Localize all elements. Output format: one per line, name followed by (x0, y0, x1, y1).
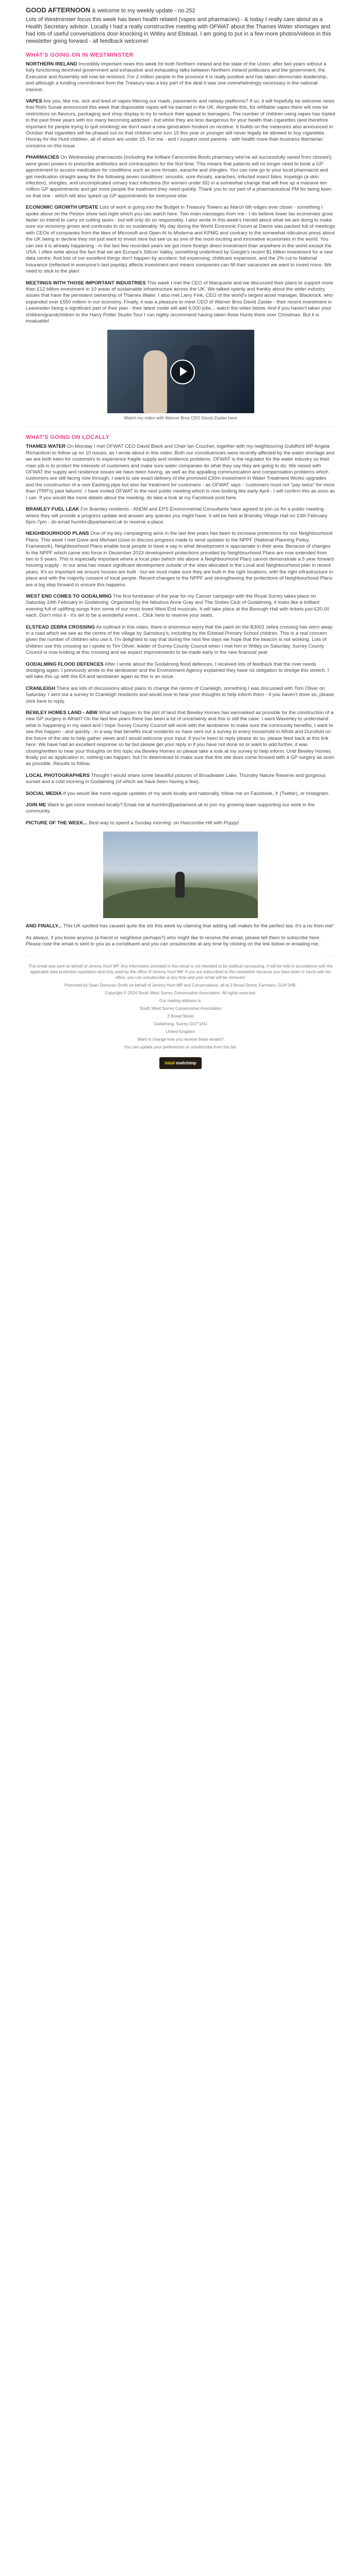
greeting-title-rest: & welcome to my weekly update - no.252 (92, 8, 195, 14)
news-item (26, 531, 335, 588)
news-item-text: If you would like more regular updates of my work locally and nationally, follow me on Facebook, X (Twitter), or Instagram. (63, 790, 330, 796)
news-item-text: Want to get more involved locally? Email me at hunt4m@parliament.uk to join my growing team supporting our work in the community. (26, 802, 315, 815)
footer-line: United Kingdom (166, 1029, 195, 1035)
footer-line: You can update your preferences or unsubscribe from this list. (124, 1045, 237, 1050)
footer-line: Godalming, Surrey GU7 1AG (154, 1022, 207, 1027)
news-item (26, 710, 335, 768)
photo-figure (175, 872, 185, 897)
footer-line: Want to change how you receive these emails? (137, 1037, 224, 1042)
news-item-lead: CRANLEIGH (26, 685, 56, 691)
video-caption: Watch my video with Warner Bros CEO David Zaslav here (124, 415, 237, 421)
newsletter (26, 0, 335, 1074)
news-item-text: This UK spotted has caused quite the stir this week by claiming that adding salt makes for the perfect tea. It's a no from me! (63, 923, 334, 929)
news-item (26, 820, 335, 826)
news-item-text: For Bramley residents - ANDM and EPS Environmental Consultants have agreed to join us for a public meeting where they will provide a progress update and answer any queries you might have. It will be held at Bramley Village Hall on 13th February 6pm-7pm - do email hunt4m@parliament.uk to reserve a place. (26, 506, 327, 525)
badge-prefix: intuit (165, 1061, 175, 1066)
news-item (26, 61, 335, 93)
video-person-left (143, 350, 167, 413)
news-item (26, 205, 335, 275)
news-item-lead: THAMES WATER (26, 444, 66, 450)
news-item (26, 662, 335, 681)
greeting-block (26, 7, 335, 45)
news-item (26, 923, 335, 929)
news-item-text: On Wednesday pharmacists (including the brilliant Farncombe Boots pharmacy who've ad successfully saved from closure!) were given powers to prescribe antibiotics and contraception for the first time. This means that patients will no longer need to book a GP appointment to access medication for conditions such as sore throats, earache and shingles. You can now go to your local pharmacist and get medication straight away for the following seven conditions: sinusitis, sore throats, earaches, infected insect bites, impetigo (a skin infection), shingles, and uncomplicated urinary tract infections (for women under 65) in a somewhat change that will free up a massive ten million GP appointments and get more people the treatment they need quickly. Thank you to our part of a pharmaceutical PM for being keen on that one - which will also speed up GP appointments for everyone else. (26, 155, 332, 199)
news-item-text: One of my key campaigning aims in the last few years has been to increase protections for our Neighbourhood Plans. This week I met Gove and Michael Gove to discuss progress made to send updates to the NPPF (National Planning Policy Framework). Neighbourhood Plans enable local people to have a say in what development is appropriate in their area. Because of changes to the NPPF which came into force in December 2023 development protections provided by Neighbourhood Plans are now extended from two to 5 years. This is especially important where a local plan (which sits above a Neighbourhood Plan) cannot demonstrate a 5 year forward housing supply - in our area has meant significant development outside of the sites allocated in the Local and Neighbourhood plan in recent years. It's so important we ensure houses are built - but we must make sure they are built in the right locations, with the right infrastructure in place and with the majority consent of local people. Recent changes to the NPPF and strengthening the protections of Neighbourhood Plans are a big step forward to ensure this happens. (26, 531, 334, 588)
footer-line: Our mailing address is: (159, 998, 202, 1004)
closing-text: As always, if you know anyone (a friend or neighbour perhaps?) who might like to receive the email, please tell them to subscribe here. Please note the email is sent to you as a constituent and you can unsubscribe at any time by clicking on the link below or emailing me. (26, 935, 321, 947)
mailchimp-badge[interactable] (159, 1057, 201, 1069)
local-heading: WHAT'S GOING ON LOCALLY (26, 434, 110, 441)
news-item-lead: LOCAL PHOTOGRAPHERS (26, 772, 90, 778)
news-item-text: On Monday I met OFWAT CEO David Black and Chair Ian Coucher, together with my neighbouring Guildford MP Angela Richardson to follow up on 10 issues, as I wrote about in this video. Both our constituencies were recently affected by the water shortage and we are both keen for customers to experience fragile supply and resilience problems. OFWAT is the regulator for the water industry so their main job is to protect the interests of customers and make sure water companies do what they say they are going to do. We raised with OFWAT the supply and resilience issues we have been having, as well as the appalling communication and compensation problems which customers are still facing now through. I want to see exact delivery of the promised £30m investment in Water Treatment Works upgrades and the construction of a new Eashing pipe but also fair treatment for customers - as OFWAT says - 'customers must not "pay twice" for more than (TRP's) past failures'. I have invited OFWAT to the next public meeting which is now looking like early April - I will confirm this as soon as I can. If you would like more details about the meeting, do take a look at my Facebook post here. (26, 444, 335, 501)
news-item-lead: MEETINGS WITH THOSE IMPORTANT INDUSTRIES (26, 280, 146, 286)
news-item-lead: GODALMING FLOOD DEFENCES (26, 661, 104, 667)
news-item-text: Thought I would share some beautiful pictures of Broadwater Lake, Thursley Nature Reserve and gorgeous sunset and a cold morning in Godalming (of which we have been having a few). (26, 772, 326, 785)
westminster-heading: WHAT'S GOING ON IN WESTMINSTER (26, 52, 134, 58)
news-item-lead: AND FINALLY... (26, 923, 62, 929)
footer-line: This email was sent on behalf of Jeremy Hunt MP. Any information provided in this email is not intended to be political canvassing. It will be held in accordance with the applicable data protection legislation and only used by the office of Jeremy Hunt MP. If you are subscribed to this newsletter because you have been in touch with his office, you can unsubscribe at any time and your email will be removed. (28, 964, 333, 980)
news-item (26, 280, 335, 325)
news-item (26, 444, 335, 501)
footer-line: Copyright © 2024 South West Surrey Conservative Association. All rights reserved. (105, 991, 256, 996)
news-item-text: Lots of work is going into the Budget in Treasury Towers as March 6th edges ever closer - something I spoke about on the Peston show last night which you can watch here. Two main messages from me - I do believe lower tax economies grow faster so intend to carry on cutting taxes - but will only do so responsibly. I also wrote in this week's Herald about what we are doing to make sure our economy grows and continues to do so sustainably. My day during the World Economic Forum at Davos was packed full of meetings with CEOs of companies from the likes of Microsoft and Open AI to Moderna and KPMG and contrary to the somewhat ridiculous press about the UK being in decline they not just want to invest here but see us as one of the most exciting and innovative economies in the world. You can see it is already happening - in the last few recorded years we got more foreign direct investment than anywhere in the world except the USA. I often write about the fact that we are Europe's Silicon Valley, something underlined by Google's recent $1 billion investment for a new data centre. And lots of our excellent things don't happen by accident: full expensing, childcare expansion, and the 2% cut to National Insurance (reflected in everyone's last payslip) affects investment and means companies can fill their vacancies we want to invest more. We need to stick to the plan! (26, 205, 335, 275)
news-item (26, 98, 335, 149)
news-item (26, 802, 335, 815)
news-item-text: As outlined in this video, there is enormous worry that the paint on the B3001 zebra crossing has worn away in a road which we see as the centre of the village by Sainsbury's, including by the Elstead Primary School children. This is a real concern given the number of children who use it. I'm delighted to say that during the next few days we hope that the beacon is not working. Lots of children use this crossing so I spoke to Tim Oliver, leader of Surrey County Council when I met him in Witley on Saturday. Surrey County Council is now looking at this crossing and we expect improvements to be made early in the new financial year. (26, 624, 333, 656)
footer-line: 2 Broad Street (167, 1014, 194, 1019)
footer-line: Promoted by Sean Donovan-Smith on behalf of Jeremy Hunt MP and Conservatives, all at 2 Broad Street, Farnham, GU8 0HB. (64, 983, 297, 988)
news-item (26, 506, 335, 526)
news-item (26, 686, 335, 705)
news-item-lead: NEIGHBOURHOOD PLANS (26, 531, 89, 537)
news-item (26, 773, 335, 786)
news-item-text: There are lots of discussions about plans to change the centre of Cranleigh, something I was discussed with Tom Oliver on Saturday. I sent out a survey to Cranleigh residents and would love to hear your thoughts to help inform them - if you haven't done so, please click here to reply. (26, 685, 334, 704)
news-item-lead: ECONOMIC GROWTH UPDATE (26, 205, 99, 211)
badge-brand: mailchimp (176, 1061, 196, 1066)
news-item-lead: JOIN ME (26, 802, 46, 808)
news-item-lead: PICTURE OF THE WEEK... (26, 820, 88, 826)
news-item-lead: BRAMLEY FUEL LEAK (26, 506, 79, 513)
local-list (26, 444, 335, 826)
picture-of-the-week (103, 832, 258, 918)
westminster-list (26, 61, 335, 325)
greeting-title: GOOD AFTERNOON (26, 6, 91, 14)
news-item-lead: ELSTEAD ZEBRA CROSSING (26, 624, 95, 630)
greeting-text: Lots of Westminster focus this week has been health related (vapes and pharmacies) - & today I really care about as a Health Secretary advisor. Locally I had a really constructive meeting with OFWAT about the Thames Water shortages and had lots of useful conversations door-knocking in Witley and Elstead. I am going to put in a few more photos/videos in this newsletter going forward - all feedback welcome! (26, 16, 331, 44)
news-item (26, 155, 335, 199)
news-item-text: Best way to spend a Sunday morning: on Hascombe Hill with Poppy! (89, 820, 239, 826)
news-item-text: Are you, like me, sick and tired of vapes littering our roads, pavements and railway platforms? If so, it will hopefully be welcome news that Rishi Sunak announced this week that disposable vapes will be banned in the UK. Alongside this, for refillable vapes there will now be restrictions on flavours, packaging and shop display to try to reduce their appeal to teenagers. The number of children using vapes has tripled in the past three years with too many becoming addicted - but whilst they are less dangerous for your health than cigarettes (and therefore important for people trying to quit smoking) we don't want a new generation hooked on nicotine. It builds on the measures also announced in October that cigarettes will be phased out so that children who turn 15 this year or younger will never legally be allowed to buy cigarettes. Hooray for the Hunt children, all of whom are under 15. For me - and I suspect most parents - with health more than business libertarian concerns on this issue. (26, 98, 335, 149)
news-item-lead: SOCIAL MEDIA (26, 790, 62, 796)
news-item-text: This week I met the CEO of Macquarie and we discussed their plans to support more than £12 billion investment in 10 areas of sustainable infrastructure across the UK. We talked openly and frankly about the wider industry issues that have the persistent ownership of Thames Water. I also met Larry Fink, CEO of the world's largest asset manager, Blackrock, who expanded over £550 million in our economy. Finally, it was a pleasure to meet CEO of Warner Bros David Zaslav - their recent investment in Leavesden being a significant part of their plan - their latest mode will add 4,000 jobs... watch the video below. And if you haven't taken your children/grandchildren to the Harry Potter Studio Tour I can highly recommend having taken three Hunts there over Christmas. But it is invaluable! (26, 280, 333, 325)
footer-line: South West Surrey Conservative Association (139, 1006, 222, 1011)
news-item (26, 624, 335, 656)
news-item-text: What will happen to the plot of land that Bewley Homes has earmarked as possible for the construction of a new GP surgery in Alfold? On the last few years there has been a lot of uncertainty and this is still the case. I want Waverley to understand what is happening in my ward and I hope Surrey County Council will work with the landowner to make sure the community benefits. I want to see this happen - and quickly - in a way that benefits local residents so have sent out a survey to every household in Alfold and Dunsfold on the future of the site to help gather views and I would welcome your input. If you're keen to reply please do so, please feed back at this link here. We have had an excellent response so far but please get your reply in if you have not done so or want to add further, it was closing/written to hear your thoughts on this topic via Bewley Homes so please take a look at my survey to help inform. Until Bewley Homes finally put an application in, nothing can happen, but I'm determined to make sure that this site does come forward with a GP surgery as soon as possible. Results to follow. (26, 710, 334, 767)
news-item-lead: BEWLEY HOMES LAND - ABW (26, 710, 98, 716)
play-icon[interactable] (170, 360, 195, 384)
news-item-text: The first fundraiser of the year for my Cancer campaign with the Royal Surrey takes place on Saturday 24th February in Godalming. Organised by the fabulous Anne Gray and The Sixties Club of Godalming, it looks like a brilliant evening full of uplifting songs from some of our most loved West End musicals. It will take place at the Borough Hall with tickets just £20.00 each. Don't miss it - it's set to be a wonderful event... Click here to reserve your seats. (26, 593, 330, 619)
local-tail (26, 923, 335, 929)
news-item-lead: WEST END COMES TO GODALMING (26, 593, 112, 599)
news-item-text: Incredibly important news this week for both Northern Ireland and the state of the Union: after two years without a fully functioning devolved government and exhaustive and exhausting talks between Northern Ireland politicians and the government, the Executive and Assembly will now be restored. For 2 million people in the province it is really positive and has taken democratic leadership, and although a funding commitment from the Treasury was a key part of the deal it was one overwhelmingly necessary in the national interest. (26, 61, 328, 93)
news-item-lead: VAPES (26, 98, 42, 105)
news-item (26, 791, 335, 797)
footer (26, 956, 335, 1069)
video-thumbnail[interactable] (107, 330, 254, 413)
news-item-lead: NORTHERN IRELAND (26, 61, 77, 67)
news-item-text: After I wrote about the Godalming flood defences, I received lots of feedback that the river needs dredging again. I previously wrote to the landowner and the Environment Agency explained they have no obligation to dredge this stretch. I will take this up with the EA and landowner again as this is an issue. (26, 661, 329, 680)
news-item-lead: PHARMACIES (26, 155, 59, 161)
news-item (26, 594, 335, 619)
footer-lines (26, 963, 335, 1050)
